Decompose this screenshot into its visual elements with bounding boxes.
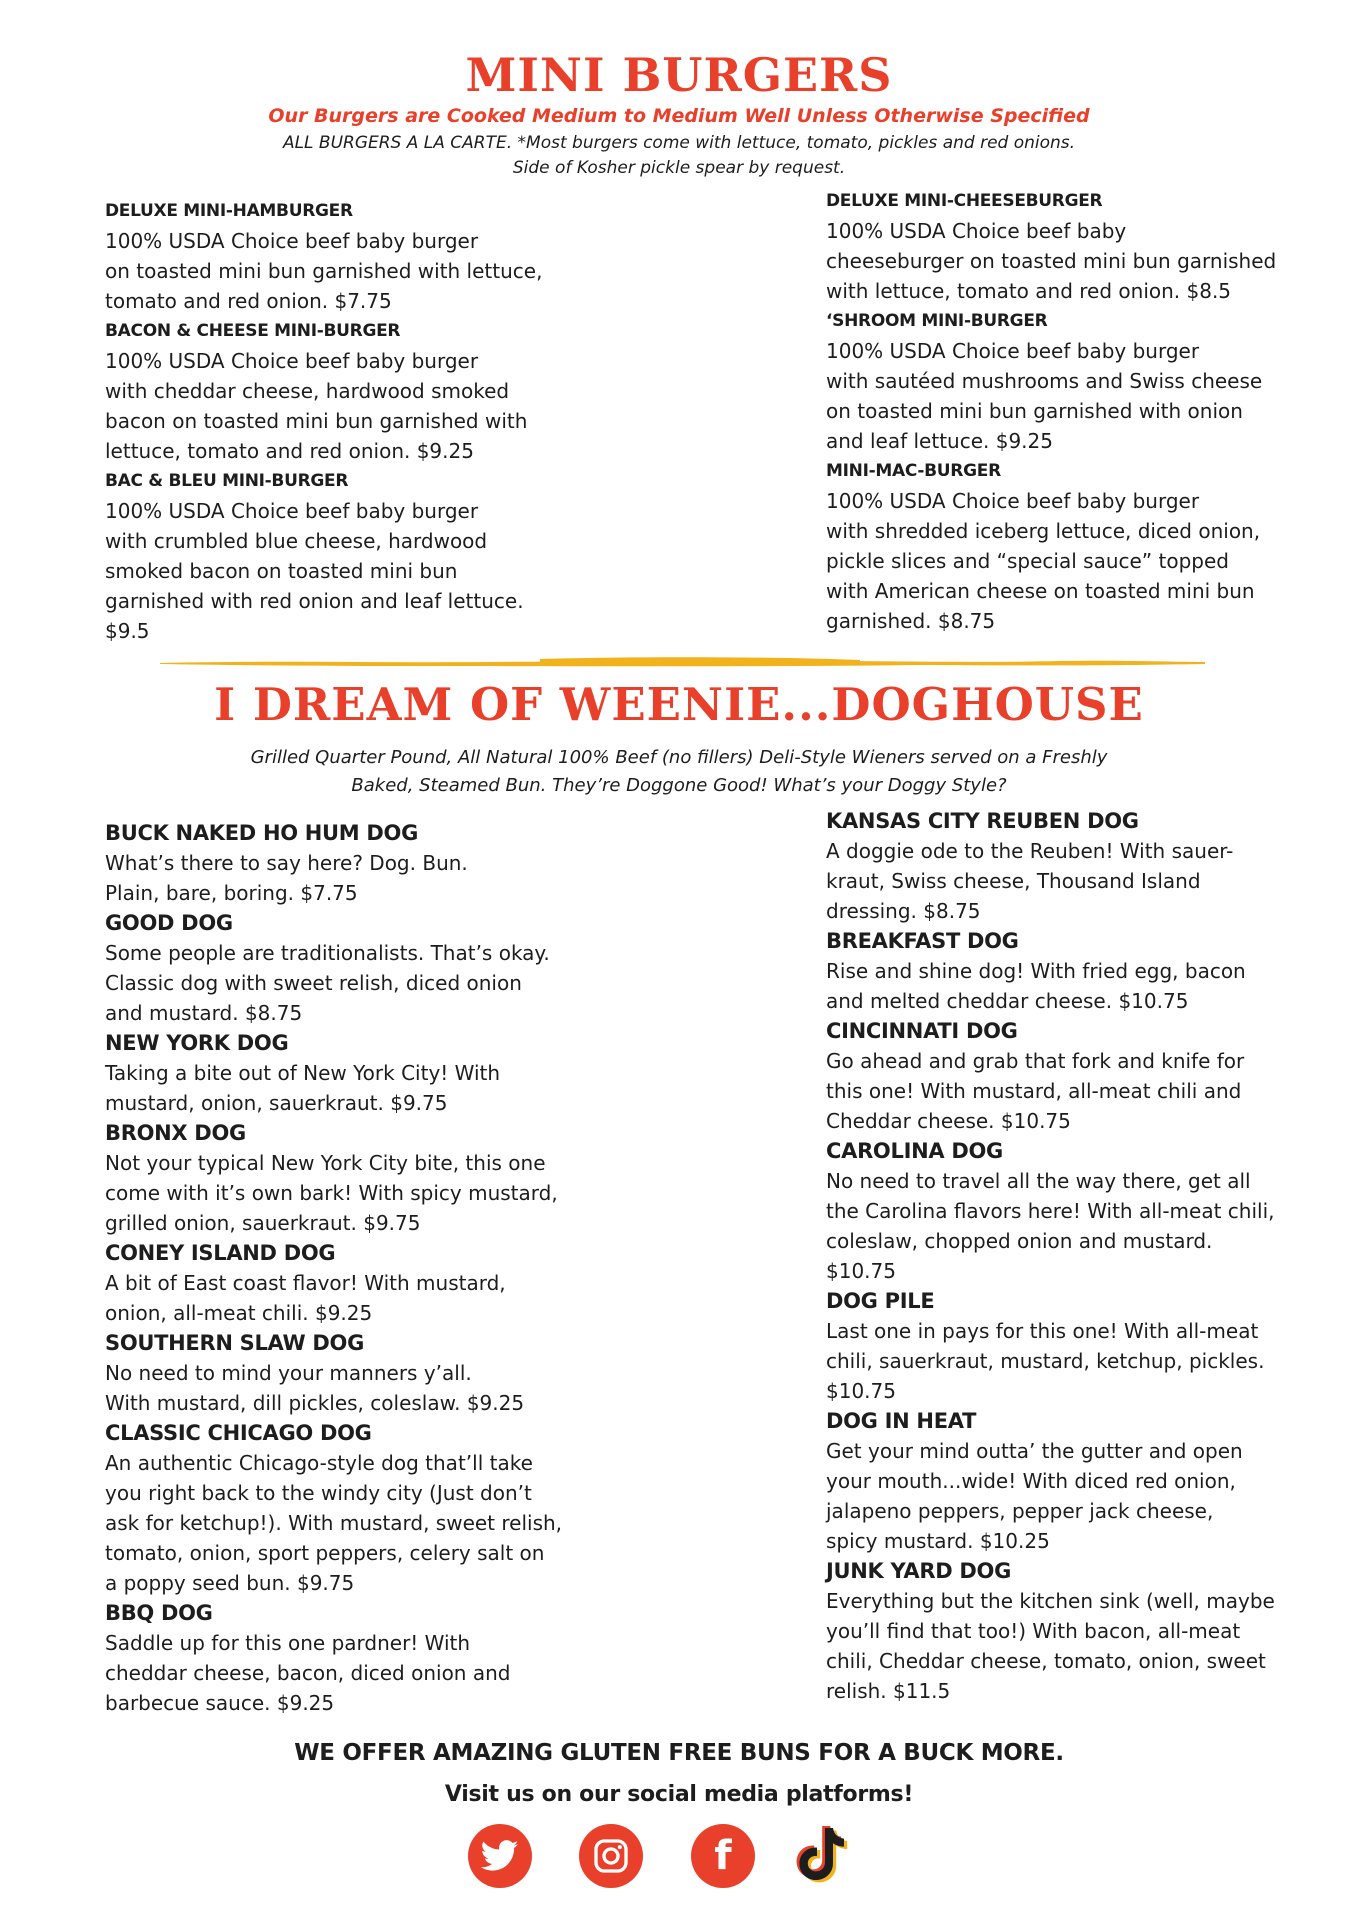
menu-item-name: CINCINNATI DOG [826, 1019, 1018, 1043]
menu-item-description-line: 100% USDA Choice beef baby burger [105, 499, 479, 523]
menu-item [105, 1418, 565, 1598]
menu-item-description-line: cheeseburger on toasted mini bun garnished [826, 249, 1277, 273]
menu-item-description-line: garnished with red onion and leaf lettuce. [105, 589, 524, 613]
menu-item-description-line: with crumbled blue cheese, hardwood [105, 529, 488, 553]
dog-column-right [826, 806, 1286, 1706]
menu-item-description-line: 100% USDA Choice beef baby burger [826, 339, 1200, 363]
menu-item-description-line: the Carolina flavors here! With all-meat chili, [826, 1199, 1275, 1223]
menu-item-description-line: Plain, bare, boring. $7.75 [105, 881, 358, 905]
menu-item-description-line: with shredded iceberg lettuce, diced onion, [826, 519, 1261, 543]
menu-item [105, 818, 565, 908]
menu-item-description-line: and mustard. $8.75 [105, 1001, 303, 1025]
menu-item [826, 1016, 1286, 1136]
menu-item-description-line: Everything but the kitchen sink (well, maybe [826, 1589, 1275, 1613]
menu-item [105, 1598, 565, 1718]
menu-item-description-line: No need to travel all the way there, get all [826, 1169, 1251, 1193]
menu-item-description-line: Rise and shine dog! With fried egg, bacon [826, 959, 1246, 983]
menu-item-description-line: kraut, Swiss cheese, Thousand Island [826, 869, 1201, 893]
burger-note-line: ALL BURGERS A LA CARTE. *Most burgers come with lettuce, tomato, pickles and red onions. [282, 133, 1076, 153]
menu-item-description-line: $9.5 [105, 619, 150, 643]
menu-item [826, 926, 1286, 1016]
menu-item-description-line: Taking a bite out of New York City! With [105, 1061, 501, 1085]
menu-item-description-line: this one! With mustard, all-meat chili and [826, 1079, 1242, 1103]
menu-item-description-line: An authentic Chicago-style dog that’ll take [105, 1451, 533, 1475]
menu-item-name: BRONX DOG [105, 1121, 246, 1145]
burger-notes [0, 131, 1358, 181]
menu-item-description-line: and leaf lettuce. $9.25 [826, 429, 1053, 453]
menu-item-name: DOG PILE [826, 1289, 935, 1313]
menu-item-description-line: $10.75 [826, 1379, 896, 1403]
menu-item-description-line: pickle slices and “special sauce” topped [826, 549, 1229, 573]
menu-item-name: BREAKFAST DOG [826, 929, 1019, 953]
menu-item-description-line: Cheddar cheese. $10.75 [826, 1109, 1071, 1133]
menu-item [105, 1118, 565, 1238]
menu-item-description-line: A doggie ode to the Reuben! With sauer- [826, 839, 1234, 863]
cook-temperature-notice: Our Burgers are Cooked Medium to Medium Well Unless Otherwise Specified [268, 105, 1090, 127]
menu-item-description-line: Not your typical New York City bite, this one [105, 1151, 546, 1175]
menu-item-name: BACON & CHEESE MINI-BURGER [105, 321, 401, 341]
social-prompt: Visit us on our social media platforms! [444, 1782, 914, 1807]
burger-note-line: Side of Kosher pickle spear by request. [512, 158, 846, 178]
menu-item-description-line: 100% USDA Choice beef baby burger [826, 489, 1200, 513]
menu-item-description-line: $10.75 [826, 1259, 896, 1283]
menu-item-name: CLASSIC CHICAGO DOG [105, 1421, 372, 1445]
menu-item-description-line: 100% USDA Choice beef baby burger [105, 229, 479, 253]
doghouse-title: I DREAM OF WEENIE...DOGHOUSE [214, 678, 1144, 731]
menu-item-description-line: relish. $11.5 [826, 1679, 951, 1703]
menu-item-description-line: and melted cheddar cheese. $10.75 [826, 989, 1189, 1013]
menu-item-description-line: What’s there to say here? Dog. Bun. [105, 851, 468, 875]
menu-item-description-line: cheddar cheese, bacon, diced onion and [105, 1661, 511, 1685]
twitter-icon[interactable] [468, 1824, 532, 1888]
menu-item-description-line: on toasted mini bun garnished with lettuce, [105, 259, 543, 283]
menu-item-name: ‘SHROOM MINI-BURGER [826, 311, 1048, 331]
menu-item-description-line: Go ahead and grab that fork and knife for [826, 1049, 1245, 1073]
menu-item-description-line: 100% USDA Choice beef baby [826, 219, 1127, 243]
menu-item-description-line: bacon on toasted mini bun garnished with [105, 409, 528, 433]
menu-item-name: NEW YORK DOG [105, 1031, 289, 1055]
dog-column-left [105, 818, 565, 1718]
menu-item-name: DELUXE MINI-HAMBURGER [105, 201, 353, 221]
menu-item-description-line: Get your mind outta’ the gutter and open [826, 1439, 1243, 1463]
menu-item [105, 1028, 565, 1118]
menu-item-name: JUNK YARD DOG [826, 1559, 1012, 1583]
menu-item [105, 1328, 565, 1418]
menu-item-name: GOOD DOG [105, 911, 233, 935]
menu-item-description-line: with lettuce, tomato and red onion. $8.5 [826, 279, 1232, 303]
menu-item-description-line: coleslaw, chopped onion and mustard. [826, 1229, 1213, 1253]
burger-column-right [826, 186, 1286, 636]
menu-item-name: BUCK NAKED HO HUM DOG [105, 821, 419, 845]
menu-item-description-line: dressing. $8.75 [826, 899, 981, 923]
doghouse-notes [0, 744, 1358, 800]
menu-item-description-line: you’ll find that too!) With bacon, all-meat [826, 1619, 1241, 1643]
menu-item-description-line: your mouth...wide! With diced red onion, [826, 1469, 1236, 1493]
instagram-icon[interactable] [579, 1824, 643, 1888]
facebook-glyph: f [714, 1833, 732, 1879]
menu-item-description-line: mustard, onion, sauerkraut. $9.75 [105, 1091, 448, 1115]
menu-item-description-line: grilled onion, sauerkraut. $9.75 [105, 1211, 421, 1235]
menu-item-name: CONEY ISLAND DOG [105, 1241, 336, 1265]
gluten-free-notice: WE OFFER AMAZING GLUTEN FREE BUNS FOR A BUCK MORE. [294, 1740, 1064, 1766]
menu-item-name: MINI-MAC-BURGER [826, 461, 1001, 481]
menu-item [105, 1238, 565, 1328]
menu-item-name: DELUXE MINI-CHEESEBURGER [826, 191, 1103, 211]
menu-item [826, 806, 1286, 926]
menu-item-name: KANSAS CITY REUBEN DOG [826, 809, 1139, 833]
menu-item-description-line: tomato, onion, sport peppers, celery salt on [105, 1541, 545, 1565]
menu-item-description-line: ask for ketchup!). With mustard, sweet relish, [105, 1511, 563, 1535]
mini-burgers-title: MINI BURGERS [465, 48, 893, 102]
menu-item [826, 1286, 1286, 1406]
menu-item-name: SOUTHERN SLAW DOG [105, 1331, 365, 1355]
menu-item [826, 1406, 1286, 1556]
menu-item-description-line: garnished. $8.75 [826, 609, 996, 633]
menu-item-description-line: a poppy seed bun. $9.75 [105, 1571, 355, 1595]
menu-item [826, 186, 1286, 306]
divider-brushstroke [160, 655, 1205, 669]
menu-item-description-line: No need to mind your manners y’all. [105, 1361, 472, 1385]
social-links [465, 1824, 865, 1894]
menu-item [826, 1136, 1286, 1286]
menu-item-name: CAROLINA DOG [826, 1139, 1003, 1163]
menu-item [105, 908, 565, 1028]
menu-item-description-line: on toasted mini bun garnished with onion [826, 399, 1243, 423]
menu-item-description-line: come with it’s own bark! With spicy mustard, [105, 1181, 558, 1205]
menu-item [826, 1556, 1286, 1706]
menu-item-description-line: Saddle up for this one pardner! With [105, 1631, 471, 1655]
doghouse-note-line: Grilled Quarter Pound, All Natural 100% Beef (no fillers) Deli-Style Wieners served on a Freshly [250, 747, 1108, 768]
burger-column-left [105, 196, 565, 646]
menu-item-name: DOG IN HEAT [826, 1409, 977, 1433]
menu-item-description-line: With mustard, dill pickles, coleslaw. $9.25 [105, 1391, 525, 1415]
doghouse-note-line: Baked, Steamed Bun. They’re Doggone Good! What’s your Doggy Style? [351, 775, 1007, 796]
facebook-icon[interactable] [691, 1824, 755, 1888]
menu-item-description-line: Last one in pays for this one! With all-meat [826, 1319, 1259, 1343]
menu-item [105, 466, 565, 646]
menu-item-description-line: smoked bacon on toasted mini bun [105, 559, 458, 583]
menu-item-description-line: with sautéed mushrooms and Swiss cheese [826, 369, 1263, 393]
menu-item [826, 456, 1286, 636]
menu-item-description-line: barbecue sauce. $9.25 [105, 1691, 335, 1715]
menu-item-description-line: you right back to the windy city (Just don’t [105, 1481, 532, 1505]
menu-item-description-line: chili, Cheddar cheese, tomato, onion, sweet [826, 1649, 1266, 1673]
tiktok-icon[interactable] [789, 1824, 853, 1888]
menu-item-description-line: chili, sauerkraut, mustard, ketchup, pickles. [826, 1349, 1265, 1373]
menu-item-description-line: Classic dog with sweet relish, diced onion [105, 971, 522, 995]
menu-item-name: BAC & BLEU MINI-BURGER [105, 471, 349, 491]
menu-item-description-line: Some people are traditionalists. That’s okay. [105, 941, 550, 965]
menu-item-description-line: spicy mustard. $10.25 [826, 1529, 1050, 1553]
menu-item-description-line: tomato and red onion. $7.75 [105, 289, 392, 313]
menu-item [105, 196, 565, 316]
menu-item-description-line: with American cheese on toasted mini bun [826, 579, 1255, 603]
menu-item-name: BBQ DOG [105, 1601, 213, 1625]
menu-item-description-line: lettuce, tomato and red onion. $9.25 [105, 439, 474, 463]
menu-item-description-line: onion, all-meat chili. $9.25 [105, 1301, 373, 1325]
menu-item-description-line: A bit of East coast flavor! With mustard, [105, 1271, 506, 1295]
menu-item [105, 316, 565, 466]
menu-item-description-line: jalapeno peppers, pepper jack cheese, [826, 1499, 1214, 1523]
menu-item-description-line: 100% USDA Choice beef baby burger [105, 349, 479, 373]
menu-item-description-line: with cheddar cheese, hardwood smoked [105, 379, 510, 403]
menu-item [826, 306, 1286, 456]
